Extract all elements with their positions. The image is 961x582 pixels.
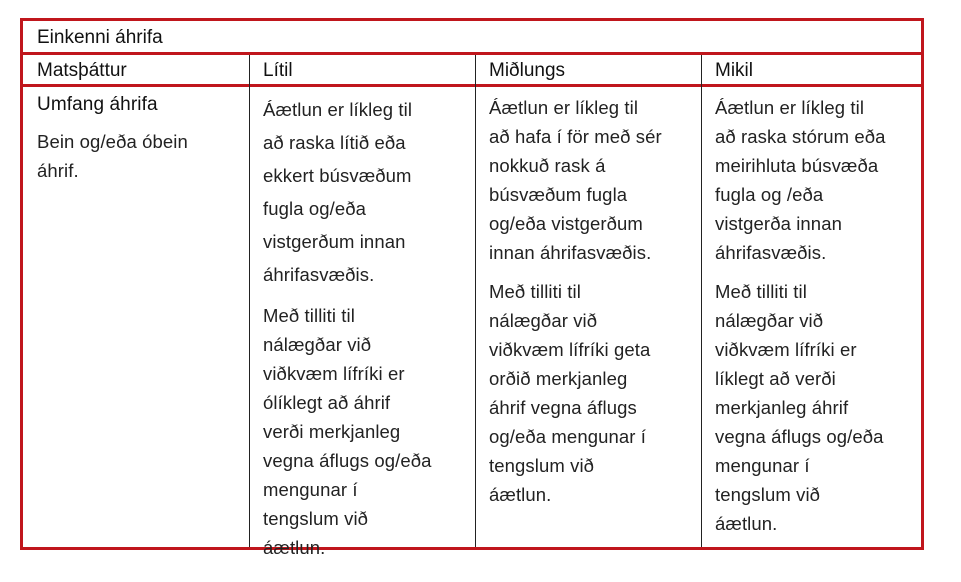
table-title: Einkenni áhrifa	[37, 27, 163, 48]
table-title-row	[23, 21, 921, 55]
column-divider	[701, 55, 702, 547]
row-heading: Umfang áhrifa	[37, 94, 158, 115]
row-subheading: Bein og/eða óbein áhrif.	[37, 131, 188, 181]
cell-matsthattur	[37, 93, 242, 195]
header-mikil: Mikil	[715, 60, 753, 81]
litil-paragraph-1: Áætlun er líkleg til að raska lítið eða ekkert búsvæðum fugla og/eða vistgerðum innan áhrifasvæðis.	[263, 99, 413, 285]
cell-mikil	[715, 93, 920, 548]
mikil-paragraph-1: Áætlun er líkleg til að raska stórum eða meirihluta búsvæða fugla og /eða vistgerða innan áhrifasvæðis.	[715, 97, 886, 263]
column-divider	[249, 55, 250, 547]
mikil-paragraph-2: Með tilliti til nálægðar við viðkvæm lífríki er líklegt að verði merkjanleg áhrif vegna áflugs og/eða mengunar í tengslum við áætlun.	[715, 281, 884, 534]
header-matsthattur: Matsþáttur	[37, 60, 127, 81]
header-litil: Lítil	[263, 60, 293, 81]
litil-paragraph-2: Með tilliti til nálægðar við viðkvæm lífríki er ólíklegt að áhrif verði merkjanleg vegna áflugs og/eða mengunar í tengslum við áætlun.	[263, 305, 432, 558]
impact-table	[20, 18, 924, 558]
header-midlungs: Miðlungs	[489, 60, 566, 81]
midlungs-paragraph-2: Með tilliti til nálægðar við viðkvæm lífríki geta orðið merkjanleg áhrif vegna áflugs og/eða mengunar í tengslum við áætlun.	[489, 281, 651, 505]
cell-litil	[263, 93, 473, 572]
table-header-row	[23, 55, 921, 87]
cell-midlungs	[489, 93, 699, 519]
column-divider	[475, 55, 476, 547]
midlungs-paragraph-1: Áætlun er líkleg til að hafa í för með sér nokkuð rask á búsvæðum fugla og/eða vistgerðum innan áhrifasvæðis.	[489, 97, 662, 263]
